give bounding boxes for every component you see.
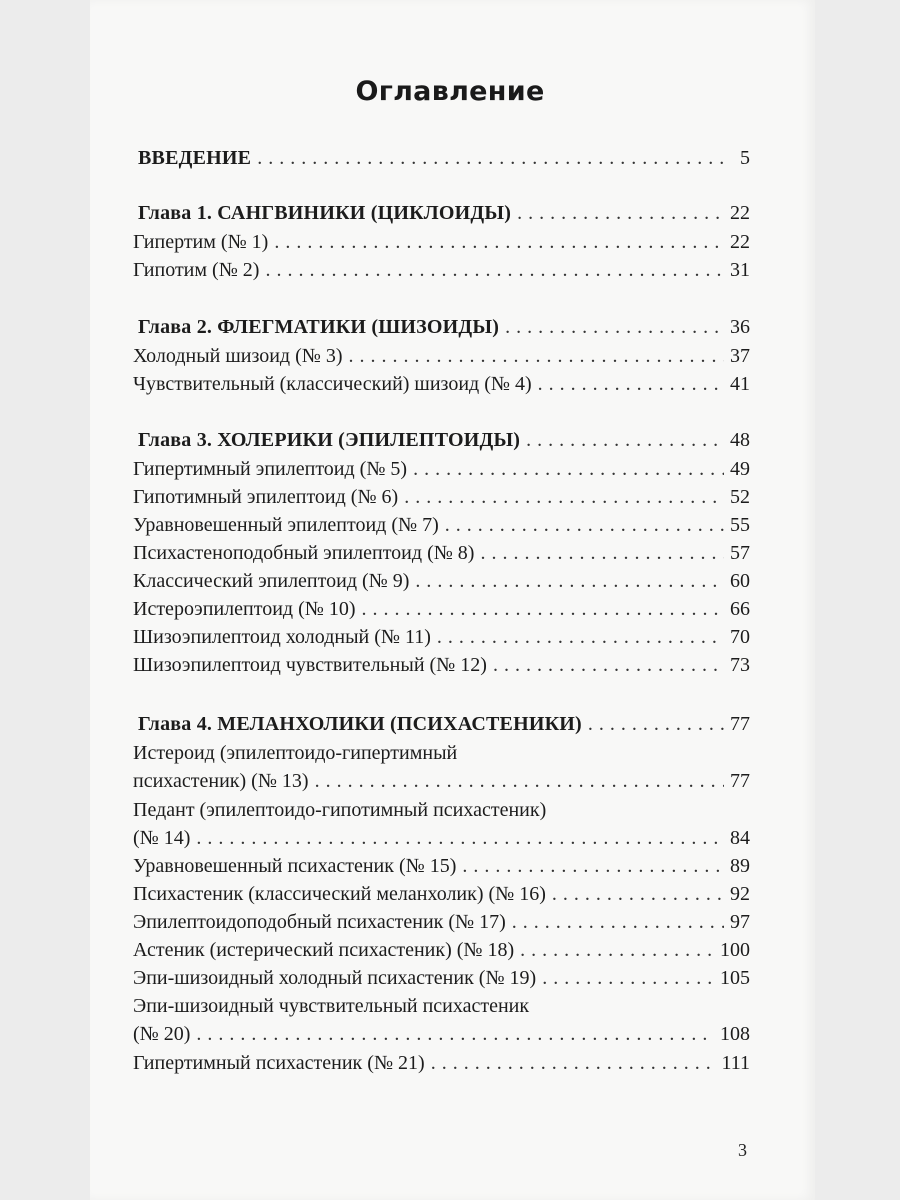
toc-entry-introduction[interactable]: [138, 146, 750, 170]
toc-entry[interactable]: [133, 597, 750, 621]
toc-entry[interactable]: [133, 485, 750, 509]
toc-entry[interactable]: [133, 653, 750, 677]
toc-entry-page: 66: [730, 598, 750, 620]
toc-entry-label: Эпи-шизоидный холодный психастеник (№ 19): [133, 967, 537, 989]
toc-entry-label: Гипертимный психастеник (№ 21): [133, 1052, 425, 1074]
leader-dots: [526, 428, 724, 452]
toc-entry-page: 100: [720, 939, 750, 961]
leader-dots: [413, 457, 724, 481]
toc-entry-page: 41: [730, 373, 750, 395]
toc-entry-page: 92: [730, 883, 750, 905]
toc-entry-label: психастеник) (№ 13): [133, 770, 309, 792]
leader-dots: [404, 485, 724, 509]
toc-entry-label: Уравновешенный психастеник (№ 15): [133, 855, 457, 877]
toc-entry-page: 108: [720, 1023, 750, 1045]
toc-entry-label: Гипотим (№ 2): [133, 259, 260, 281]
toc-entry-page: 105: [720, 967, 750, 989]
toc-entry-label: Истероэпилептоид (№ 10): [133, 598, 356, 620]
toc-entry-label: ВВЕДЕНИЕ: [138, 147, 252, 169]
toc-chapter-3[interactable]: [138, 428, 750, 452]
leader-dots: [462, 854, 724, 878]
toc-entry-label: Уравновешенный эпилептоид (№ 7): [133, 514, 439, 536]
toc-entry-page: 77: [730, 770, 750, 792]
toc-entry-page: 55: [730, 514, 750, 536]
leader-dots: [415, 569, 724, 593]
toc-entry-page: 5: [740, 147, 750, 169]
toc-entry-label: Эпилептоидоподобный психастеник (№ 17): [133, 911, 506, 933]
toc-entry-label: Шизоэпилептоид холодный (№ 11): [133, 626, 431, 648]
leader-dots: [431, 1051, 716, 1075]
leader-dots: [274, 230, 724, 254]
toc-entry-page: 48: [730, 429, 750, 451]
leader-dots: [349, 344, 724, 368]
toc-entry-label: Классический эпилептоид (№ 9): [133, 570, 410, 592]
toc-entry-page: 60: [730, 570, 750, 592]
toc-entry[interactable]: [133, 541, 750, 565]
toc-entry-label-line1: Педант (эпилептоидо-гипотимный психастеник): [133, 799, 547, 821]
toc-entry-label: Астеник (истерический психастеник) (№ 18): [133, 939, 515, 961]
leader-dots: [542, 966, 714, 990]
toc-entry-page: 52: [730, 486, 750, 508]
toc-chapter-label: Глава 1. САНГВИНИКИ (ЦИКЛОИДЫ): [138, 202, 512, 224]
toc-entry[interactable]: [133, 569, 750, 593]
toc-entry-page: 73: [730, 654, 750, 676]
toc-entry-label: (№ 14): [133, 827, 191, 849]
leader-dots: [196, 1022, 714, 1046]
page-number: 3: [738, 1140, 747, 1160]
toc-chapter-label: Глава 4. МЕЛАНХОЛИКИ (ПСИХАСТЕНИКИ): [138, 713, 582, 735]
toc-entry-page: 31: [730, 259, 750, 281]
leader-dots: [538, 372, 724, 396]
toc-entry-label: Гипертимный эпилептоид (№ 5): [133, 458, 408, 480]
page-title: Оглавление: [355, 76, 545, 107]
toc-entry-label-line1: Истероид (эпилептоидо-гипертимный: [133, 742, 458, 764]
toc-entry-label-line1: Эпи-шизоидный чувствительный психастеник: [133, 995, 530, 1017]
toc-entry-page: 36: [730, 316, 750, 338]
toc-entry[interactable]: [133, 910, 750, 934]
toc-chapter-2[interactable]: [138, 315, 750, 339]
toc-entry[interactable]: [133, 457, 750, 481]
toc-chapter-1[interactable]: [138, 201, 750, 225]
leader-dots: [588, 712, 724, 736]
leader-dots: [520, 938, 714, 962]
toc-entry-label: Шизоэпилептоид чувствительный (№ 12): [133, 654, 487, 676]
toc-entry-label: Психастеник (классический меланхолик) (№ 16): [133, 883, 546, 905]
toc-entry-page: 111: [721, 1052, 750, 1074]
toc-entry[interactable]: [133, 1051, 750, 1075]
toc-entry[interactable]: [133, 1022, 750, 1046]
toc-entry[interactable]: [133, 344, 750, 368]
toc-entry[interactable]: [133, 938, 750, 962]
toc-entry[interactable]: [133, 230, 750, 254]
toc-entry[interactable]: [133, 769, 750, 793]
toc-entry-page: 37: [730, 345, 750, 367]
toc-entry-label: Холодный шизоид (№ 3): [133, 345, 343, 367]
toc-entry-page: 57: [730, 542, 750, 564]
toc-entry-page: 97: [730, 911, 750, 933]
toc-entry[interactable]: [133, 372, 750, 396]
leader-dots: [493, 653, 724, 677]
toc-entry-label: Чувствительный (классический) шизоид (№ 4): [133, 373, 532, 395]
toc-entry-page: 77: [730, 713, 750, 735]
toc-entry-label: Гипертим (№ 1): [133, 231, 269, 253]
leader-dots: [552, 882, 724, 906]
leader-dots: [445, 513, 724, 537]
leader-dots: [512, 910, 724, 934]
leader-dots: [517, 201, 724, 225]
toc-entry-page: 22: [730, 231, 750, 253]
toc-entry[interactable]: [133, 625, 750, 649]
toc-entry-page: 22: [730, 202, 750, 224]
leader-dots: [257, 146, 724, 170]
toc-entry[interactable]: [133, 882, 750, 906]
toc-entry[interactable]: [133, 966, 750, 990]
toc-chapter-label: Глава 3. ХОЛЕРИКИ (ЭПИЛЕПТОИДЫ): [138, 429, 521, 451]
toc-entry-label: (№ 20): [133, 1023, 191, 1045]
toc-entry-label: Психастеноподобный эпилептоид (№ 8): [133, 542, 475, 564]
leader-dots: [480, 541, 724, 565]
toc-entry-page: 70: [730, 626, 750, 648]
leader-dots: [505, 315, 724, 339]
toc-chapter-4[interactable]: [138, 712, 750, 736]
leader-dots: [437, 625, 724, 649]
toc-chapter-label: Глава 2. ФЛЕГМАТИКИ (ШИЗОИДЫ): [138, 316, 500, 338]
toc-entry[interactable]: [133, 258, 750, 282]
toc-entry-page: 49: [730, 458, 750, 480]
leader-dots: [315, 769, 724, 793]
toc-entry[interactable]: [133, 854, 750, 878]
toc-entry-label: Гипотимный эпилептоид (№ 6): [133, 486, 399, 508]
leader-dots: [362, 597, 725, 621]
leader-dots: [265, 258, 724, 282]
toc-entry-page: 84: [730, 827, 750, 849]
toc-entry[interactable]: [133, 513, 750, 537]
leader-dots: [196, 826, 724, 850]
toc-entry-page: 89: [730, 855, 750, 877]
toc-entry[interactable]: [133, 826, 750, 850]
